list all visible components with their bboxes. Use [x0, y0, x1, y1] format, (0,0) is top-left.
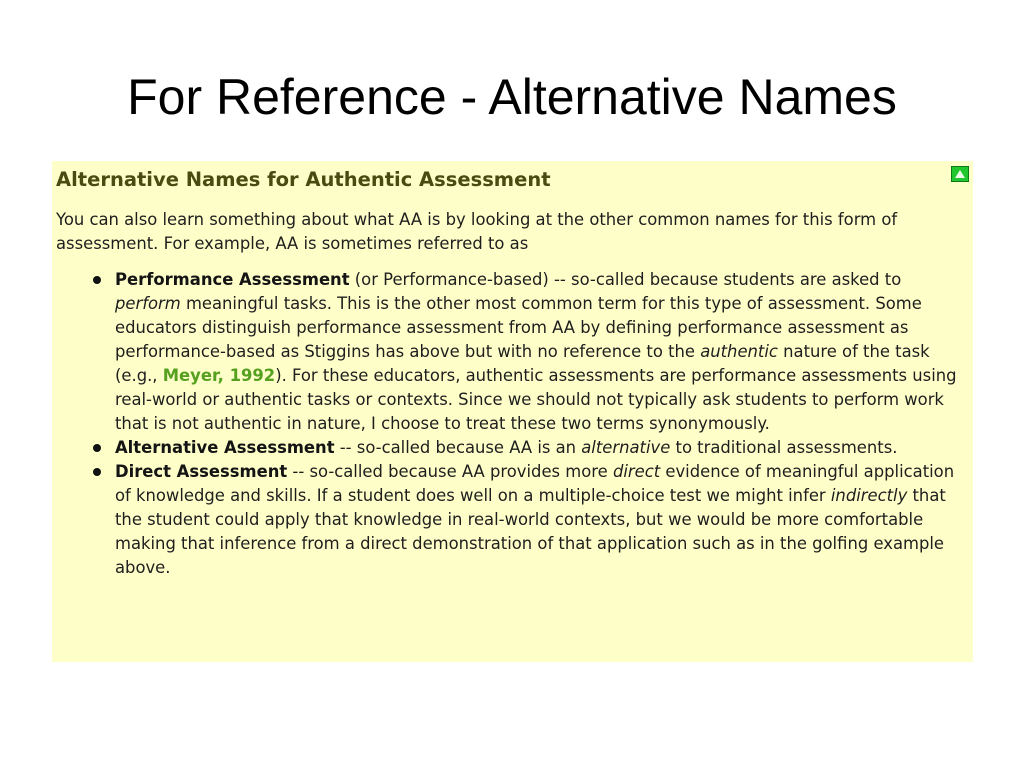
term-performance-assessment: Performance Assessment: [115, 270, 350, 289]
item-text: evidence of meaningful application of knowledge and skills. If a student does well on a multiple-choice test we might infer: [115, 462, 955, 505]
alternative-names-list: [56, 268, 964, 580]
item-text: (or Performance-based) -- so-called because students are asked to: [349, 270, 902, 289]
item-text: ). For these educators, authentic assessments are performance assessments using real-world or authentic tasks or contexts. Since we should not typically ask students to perform work that is not authentic in nature, I choose to treat these two terms synonymously.: [115, 366, 957, 433]
panel-heading: Alternative Names for Authentic Assessment: [56, 168, 551, 191]
emphasis-text: indirectly: [830, 486, 908, 505]
slide-title: For Reference - Alternative Names: [127, 69, 897, 125]
term-direct-assessment: Direct Assessment: [115, 462, 288, 481]
item-text: to traditional assessments.: [670, 438, 898, 457]
emphasis-text: authentic: [700, 342, 778, 361]
emphasis-text: perform: [115, 294, 181, 313]
reference-panel: [52, 161, 973, 662]
item-text: that the student could apply that knowledge in real-world contexts, but we would be more comfortable making that inference from a direct demonstration of that application such as in the golfing example above.: [115, 486, 946, 577]
item-text: -- so-called because AA is an: [334, 438, 582, 457]
item-text: meaningful tasks. This is the other most common term for this type of assessment. Some educators distinguish performance assessment from AA by defining performance assessment as performance-based as Stiggins has above but with no reference to the: [115, 294, 922, 361]
term-alternative-assessment: Alternative Assessment: [115, 438, 335, 457]
item-text: -- so-called because AA provides more: [287, 462, 613, 481]
emphasis-text: direct: [612, 462, 661, 481]
citation-link-meyer-1992[interactable]: Meyer, 1992: [162, 366, 276, 385]
item-text: nature of the task (e.g.,: [115, 342, 930, 385]
list-item-alternative-assessment: [56, 436, 964, 460]
list-item-direct-assessment: [56, 460, 964, 580]
list-item-performance-assessment: [56, 268, 964, 436]
back-to-top-up-arrow-icon[interactable]: [951, 166, 969, 182]
emphasis-text: alternative: [581, 438, 671, 457]
intro-paragraph: You can also learn something about what AA is by looking at the other common names for this form of assessment. For example, AA is sometimes referred to as: [56, 210, 898, 253]
